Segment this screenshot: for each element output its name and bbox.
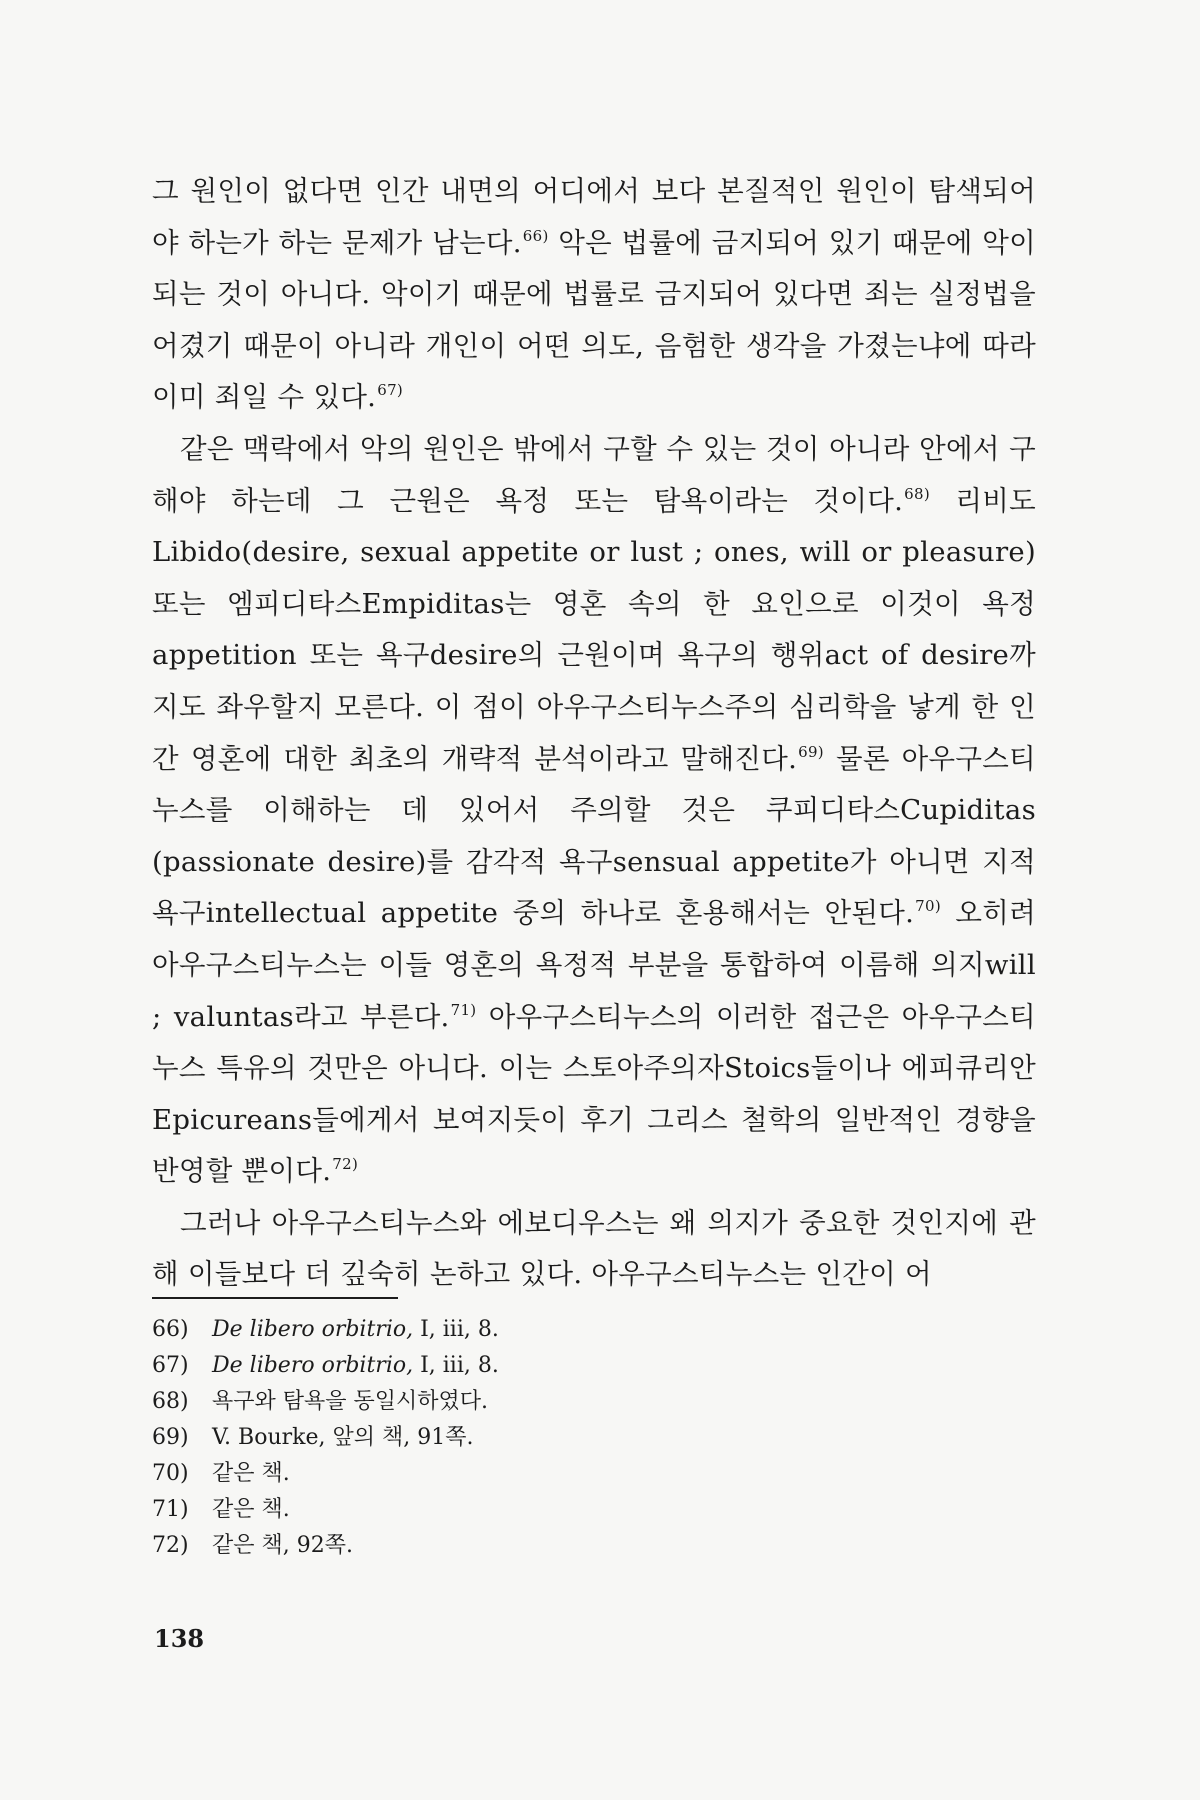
- footnote-reference: 욕구와 탐욕을 동일시하였다.: [212, 1389, 489, 1414]
- footnote-title: De libero orbitrio,: [212, 1317, 414, 1342]
- footnote-reference: V. Bourke, 앞의 책, 91쪽.: [212, 1425, 474, 1450]
- footnote-number: 68): [152, 1389, 189, 1414]
- footnote-marker: 71): [450, 1000, 477, 1019]
- body-text-run: 그러나 아우구스티누스와 에보디우스는 왜 의지가 중요한 것인지에 관해 이들보다 더 깊숙히 논하고 있다. 아우구스티누스는 인간이 어: [152, 1206, 1036, 1291]
- footnote-number: 69): [152, 1425, 189, 1450]
- footnote-text: [212, 1312, 499, 1348]
- footnote-divider: [152, 1297, 398, 1299]
- footnote-marker: 67): [377, 381, 404, 400]
- body-text-run: 오히려 아우구스티누스는 이들 영혼의 욕정적 부분을 통합하여 이름해 의지will ; valuntas라고 부른다.: [152, 897, 1037, 1033]
- footnote: [152, 1528, 852, 1564]
- body-text-run: 물론 아우구스티누스를 이해하는 데 있어서 주의할 것은 쿠피디타스Cupiditas (passionate desire)를 감각적 욕구sensual appetite가 아니면 지적 욕구intellectual appetite 중의 하나로 혼용해서는 안된다.: [152, 742, 1036, 930]
- footnote-text: [212, 1420, 473, 1456]
- footnote-number: 66): [152, 1317, 189, 1342]
- footnote-reference: 같은 책, 92쪽.: [212, 1533, 353, 1558]
- footnote-marker: 70): [915, 897, 941, 916]
- footnote-marker: 66): [522, 226, 549, 245]
- body-paragraph: [152, 424, 1036, 1198]
- body-text-run: 리비도 Libido(desire, sexual appetite or lust ; ones, will or pleasure) 또는 엠피디타스Empiditas는 영혼 속의 한 요인으로 이것이 욕정appetition 또는 욕구desire의 근원이며 욕구의 행위act of desire까지도 좌우할지 모른다. 이 점이 아우구스티누스주의 심리학을 낳게 한 인간 영혼에 대한 최초의 개략적 분석이라고 말해진다.: [152, 484, 1036, 775]
- footnote-text: [212, 1492, 290, 1528]
- footnote-reference: 같은 책.: [212, 1461, 290, 1486]
- footnote-reference: Ⅰ, iii, 8.: [413, 1353, 499, 1378]
- footnote-marker: 69): [798, 742, 824, 761]
- page-number: 138: [154, 1624, 205, 1653]
- footnote: [152, 1420, 852, 1456]
- footnote: [152, 1456, 852, 1492]
- footnote: [152, 1384, 852, 1420]
- footnote-marker: 68): [904, 484, 930, 503]
- footnote: [152, 1348, 852, 1384]
- body-text-run: 그 원인이 없다면 인간 내면의 어디에서 보다 본질적인 원인이 탐색되어야 하는가 하는 문제가 남는다.: [152, 175, 1036, 259]
- footnote-text: [212, 1348, 499, 1384]
- footnote-number: 67): [152, 1353, 189, 1378]
- body-text-run: 악은 법률에 금지되어 있기 때문에 악이 되는 것이 아니다. 악이기 때문에 법률로 금지되어 있다면 죄는 실정법을 어겼기 때문이 아니라 개인이 어떤 의도, 음험한 생각을 가졌는냐에 따라 이미 죄일 수 있다.: [152, 226, 1036, 414]
- body-text-run: 같은 맥락에서 악의 원인은 밖에서 구할 수 있는 것이 아니라 안에서 구해야 하는데 그 근원은 욕정 또는 탐욕이라는 것이다.: [152, 432, 1036, 517]
- footnote-number: 70): [152, 1461, 189, 1486]
- footnote-text: [212, 1456, 290, 1492]
- footnote-number: 72): [152, 1533, 189, 1558]
- body-text-run: 아우구스티누스의 이러한 접근은 아우구스티누스 특유의 것만은 아니다. 이는 스토아주의자Stoics들이나 에피큐리안Epicureans들에게서 보여지듯이 후기 그리스 철학의 일반적인 경향을 반영할 뿐이다.: [152, 1000, 1036, 1188]
- footnote-title: De libero orbitrio,: [212, 1353, 414, 1378]
- body-paragraph: [152, 166, 1036, 424]
- footnote: [152, 1492, 852, 1528]
- footnote-number: 71): [152, 1497, 189, 1522]
- footnote-reference: 같은 책.: [212, 1497, 290, 1522]
- footnote: [152, 1312, 852, 1348]
- footnotes: [152, 1312, 852, 1564]
- body-paragraph: [152, 1198, 1036, 1301]
- footnote-text: [212, 1528, 353, 1564]
- footnote-reference: Ⅰ, iii, 8.: [413, 1317, 499, 1342]
- footnote-marker: 72): [332, 1155, 359, 1174]
- body-text: [152, 166, 1036, 1301]
- footnote-text: [212, 1384, 488, 1420]
